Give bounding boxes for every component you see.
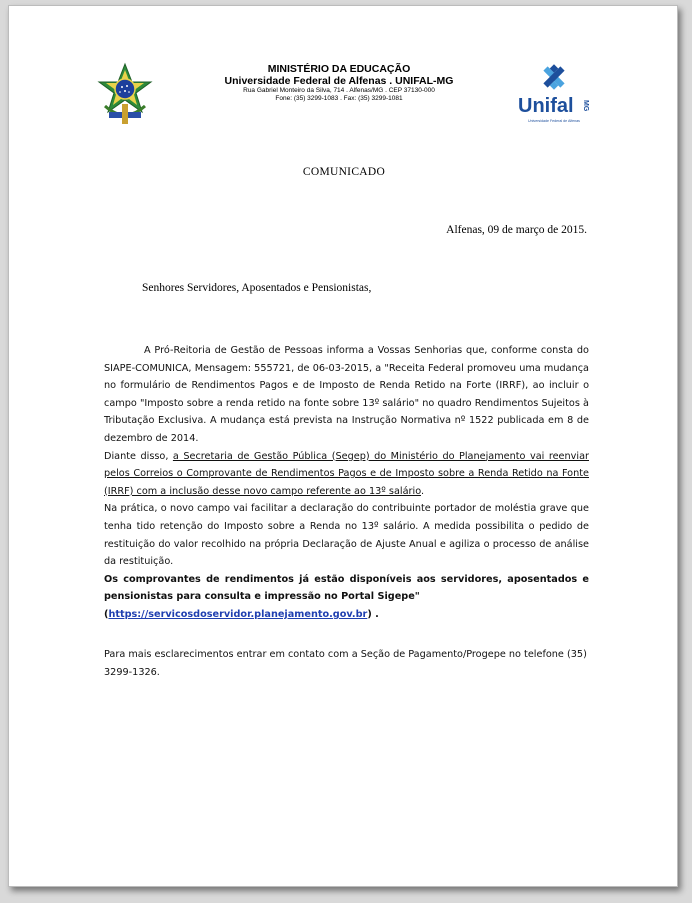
paragraph-2-suffix: . xyxy=(420,485,425,497)
document-title: COMUNICADO xyxy=(302,166,386,178)
letterhead xyxy=(194,63,484,103)
paragraph-4-close: ) . xyxy=(367,608,379,620)
document-page xyxy=(8,5,678,887)
address-line: Rua Gabriel Monteiro da Silva, 714 . Alfenas/MG . CEP 37130-000 xyxy=(243,87,435,94)
portal-link[interactable]: https://servicosdoservidor.planejamento.gov.br xyxy=(108,608,368,620)
paragraph-2-underlined: a Secretaria de Gestão Pública (Segep) do Ministério do Planejamento vai reenviar pelos Correios o Comprovante de Rendimentos Pagos e de Imposto sobre a Renda Retido na Fonte (IRRF) com a inclusão desse novo campo referente ao 13º salário xyxy=(104,450,589,497)
unifal-logo-icon xyxy=(514,60,594,126)
paragraph-4-open: ( xyxy=(104,608,109,620)
paragraph-2-prefix: Diante disso, xyxy=(104,450,173,462)
contact-paragraph: Para mais esclarecimentos entrar em contato com a Seção de Pagamento/Progepe no telefone (35) 3299-1326. xyxy=(104,649,587,678)
svg-text:Unifal: Unifal xyxy=(518,95,574,117)
paragraph-4-link-line xyxy=(104,606,589,624)
paragraph-3: Na prática, o novo campo vai facilitar a declaração do contribuinte portador de moléstia grave que tenha tido retenção do Imposto sobre a Renda no 13º salário. A medida possibilita o pedido de restituição do valor recolhido na própria Declaração de Ajuste Anual e agiliza o processo de análise da restituição. xyxy=(104,503,589,568)
salutation: Senhores Servidores, Aposentados e Pensionistas, xyxy=(142,282,372,294)
paragraph-1: A Pró-Reitoria de Gestão de Pessoas informa a Vossas Senhorias que, conforme consta do SIAPE-COMUNICA, Mensagem: 555721, de 06-03-2015, a "Receita Federal promoveu uma mudança no formulário de Rendimentos Pagos e de Imposto de Renda Retido na Forte (IRRF), ao incluir o campo "Imposto sobre a renda retido na fonte sobre 13º salário" no quadro Rendimentos Sujeitos à Tributação Exclusiva. A mudança está prevista na Instrução Normativa nº 1522 publicada em 8 de dezembro de 2014. xyxy=(104,345,589,444)
brazil-coat-of-arms-icon xyxy=(95,62,155,128)
document-body xyxy=(104,342,589,624)
svg-text:Universidade Federal de Alfena: Universidade Federal de Alfenas xyxy=(528,119,580,123)
paragraph-2 xyxy=(104,448,589,501)
paragraph-4-bold: Os comprovantes de rendimentos já estão disponíveis aos servidores, aposentados e pensionistas para consulta e impressão no Portal Sigepe" xyxy=(104,573,589,603)
phone-line: Fone: (35) 3299-1083 . Fax: (35) 3299-1081 xyxy=(275,95,403,102)
ministry-name: MINISTÉRIO DA EDUCAÇÃO xyxy=(267,63,411,75)
document-date: Alfenas, 09 de março de 2015. xyxy=(446,224,587,236)
paragraph-4 xyxy=(104,571,589,606)
university-name: Universidade Federal de Alfenas . UNIFAL-MG xyxy=(224,75,454,87)
svg-text:MG: MG xyxy=(582,100,589,112)
